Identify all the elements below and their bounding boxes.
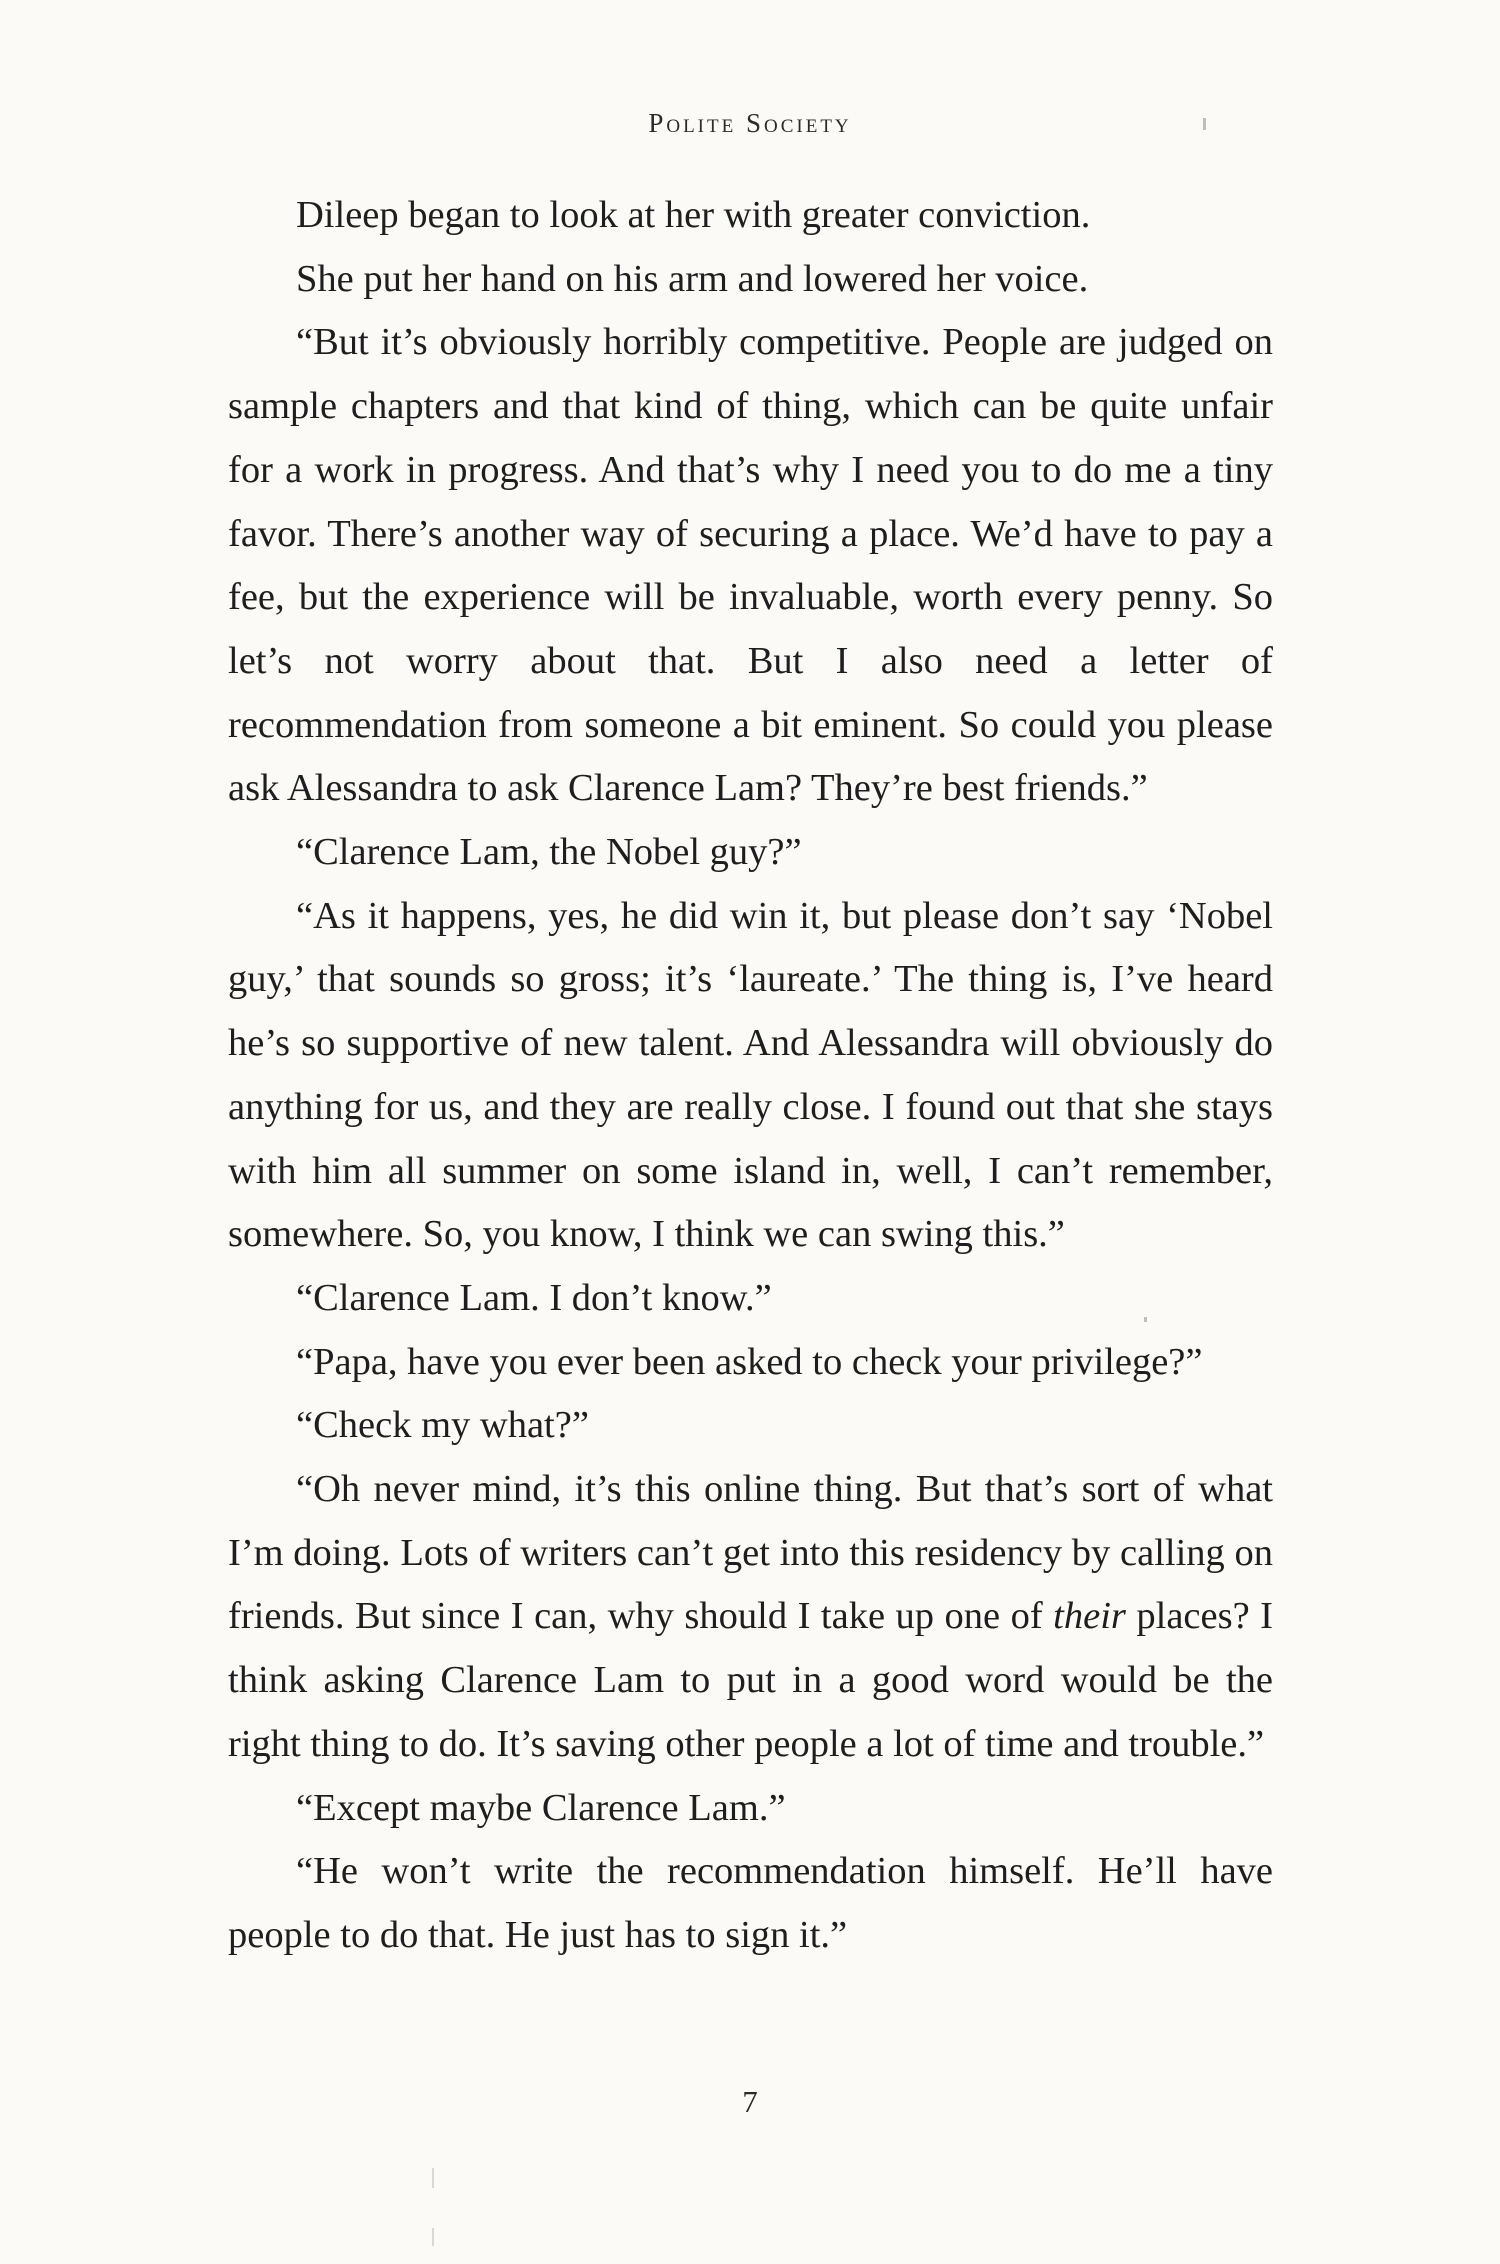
paragraph: “Papa, have you ever been asked to check your privilege?” [296, 1340, 1203, 1383]
paragraph: “Clarence Lam. I don’t know.” [296, 1276, 772, 1319]
page-number: 7 [742, 2084, 758, 2119]
body-text [228, 184, 1273, 1968]
paragraph: She put her hand on his arm and lowered her voice. [296, 257, 1089, 300]
paragraph-text: places? I think asking Clarence Lam to put in a good word would be the right thing to do. It’s saving other people a lot of time and trouble.” [228, 1595, 1273, 1765]
running-head: Polite Society [648, 108, 852, 138]
paragraph: “Except maybe Clarence Lam.” [296, 1786, 786, 1829]
paragraph: “He won’t write the recommendation himself. He’ll have people to do that. He just has to sign it.” [228, 1850, 1273, 1956]
scan-speck [432, 2228, 434, 2246]
scan-speck [432, 2168, 434, 2188]
italic-emphasis: their [1053, 1595, 1126, 1638]
paragraph: “Check my what?” [296, 1404, 589, 1447]
paragraph: Dileep began to look at her with greater conviction. [296, 194, 1091, 236]
scan-speck [1203, 118, 1206, 130]
paragraph: “As it happens, yes, he did win it, but please don’t say ‘Nobel guy,’ that sounds so gross; it’s ‘laureate.’ The thing is, I’ve heard he’s so supportive of new talent. And Alessandra will obviously do anything for us, and they are really close. I found out that she stays with him all summer on some island in, well, I can’t remember, somewhere. So, you know, I think we can swing this.” [228, 894, 1273, 1256]
paragraph: “Clarence Lam, the Nobel guy?” [296, 831, 802, 874]
paragraph-text: “Oh never mind, it’s this online thing. But that’s sort of what I’m doing. Lots of writers can’t get into this residency by calling on friends. But since I can, why should I take up one of [228, 1468, 1273, 1638]
paragraph [228, 1458, 1273, 1777]
paragraph: “But it’s obviously horribly competitive. People are judged on sample chapters and that kind of thing, which can be quite unfair for a work in progress. And that’s why I need you to do me a tiny favor. There’s another way of securing a place. We’d have to pay a fee, but the experience will be invaluable, worth every penny. So let’s not worry about that. But I also need a letter of recommendation from someone a bit eminent. So could you please ask Alessandra to ask Clarence Lam? They’re best friends.” [228, 321, 1273, 810]
scan-speck [1144, 1317, 1147, 1322]
